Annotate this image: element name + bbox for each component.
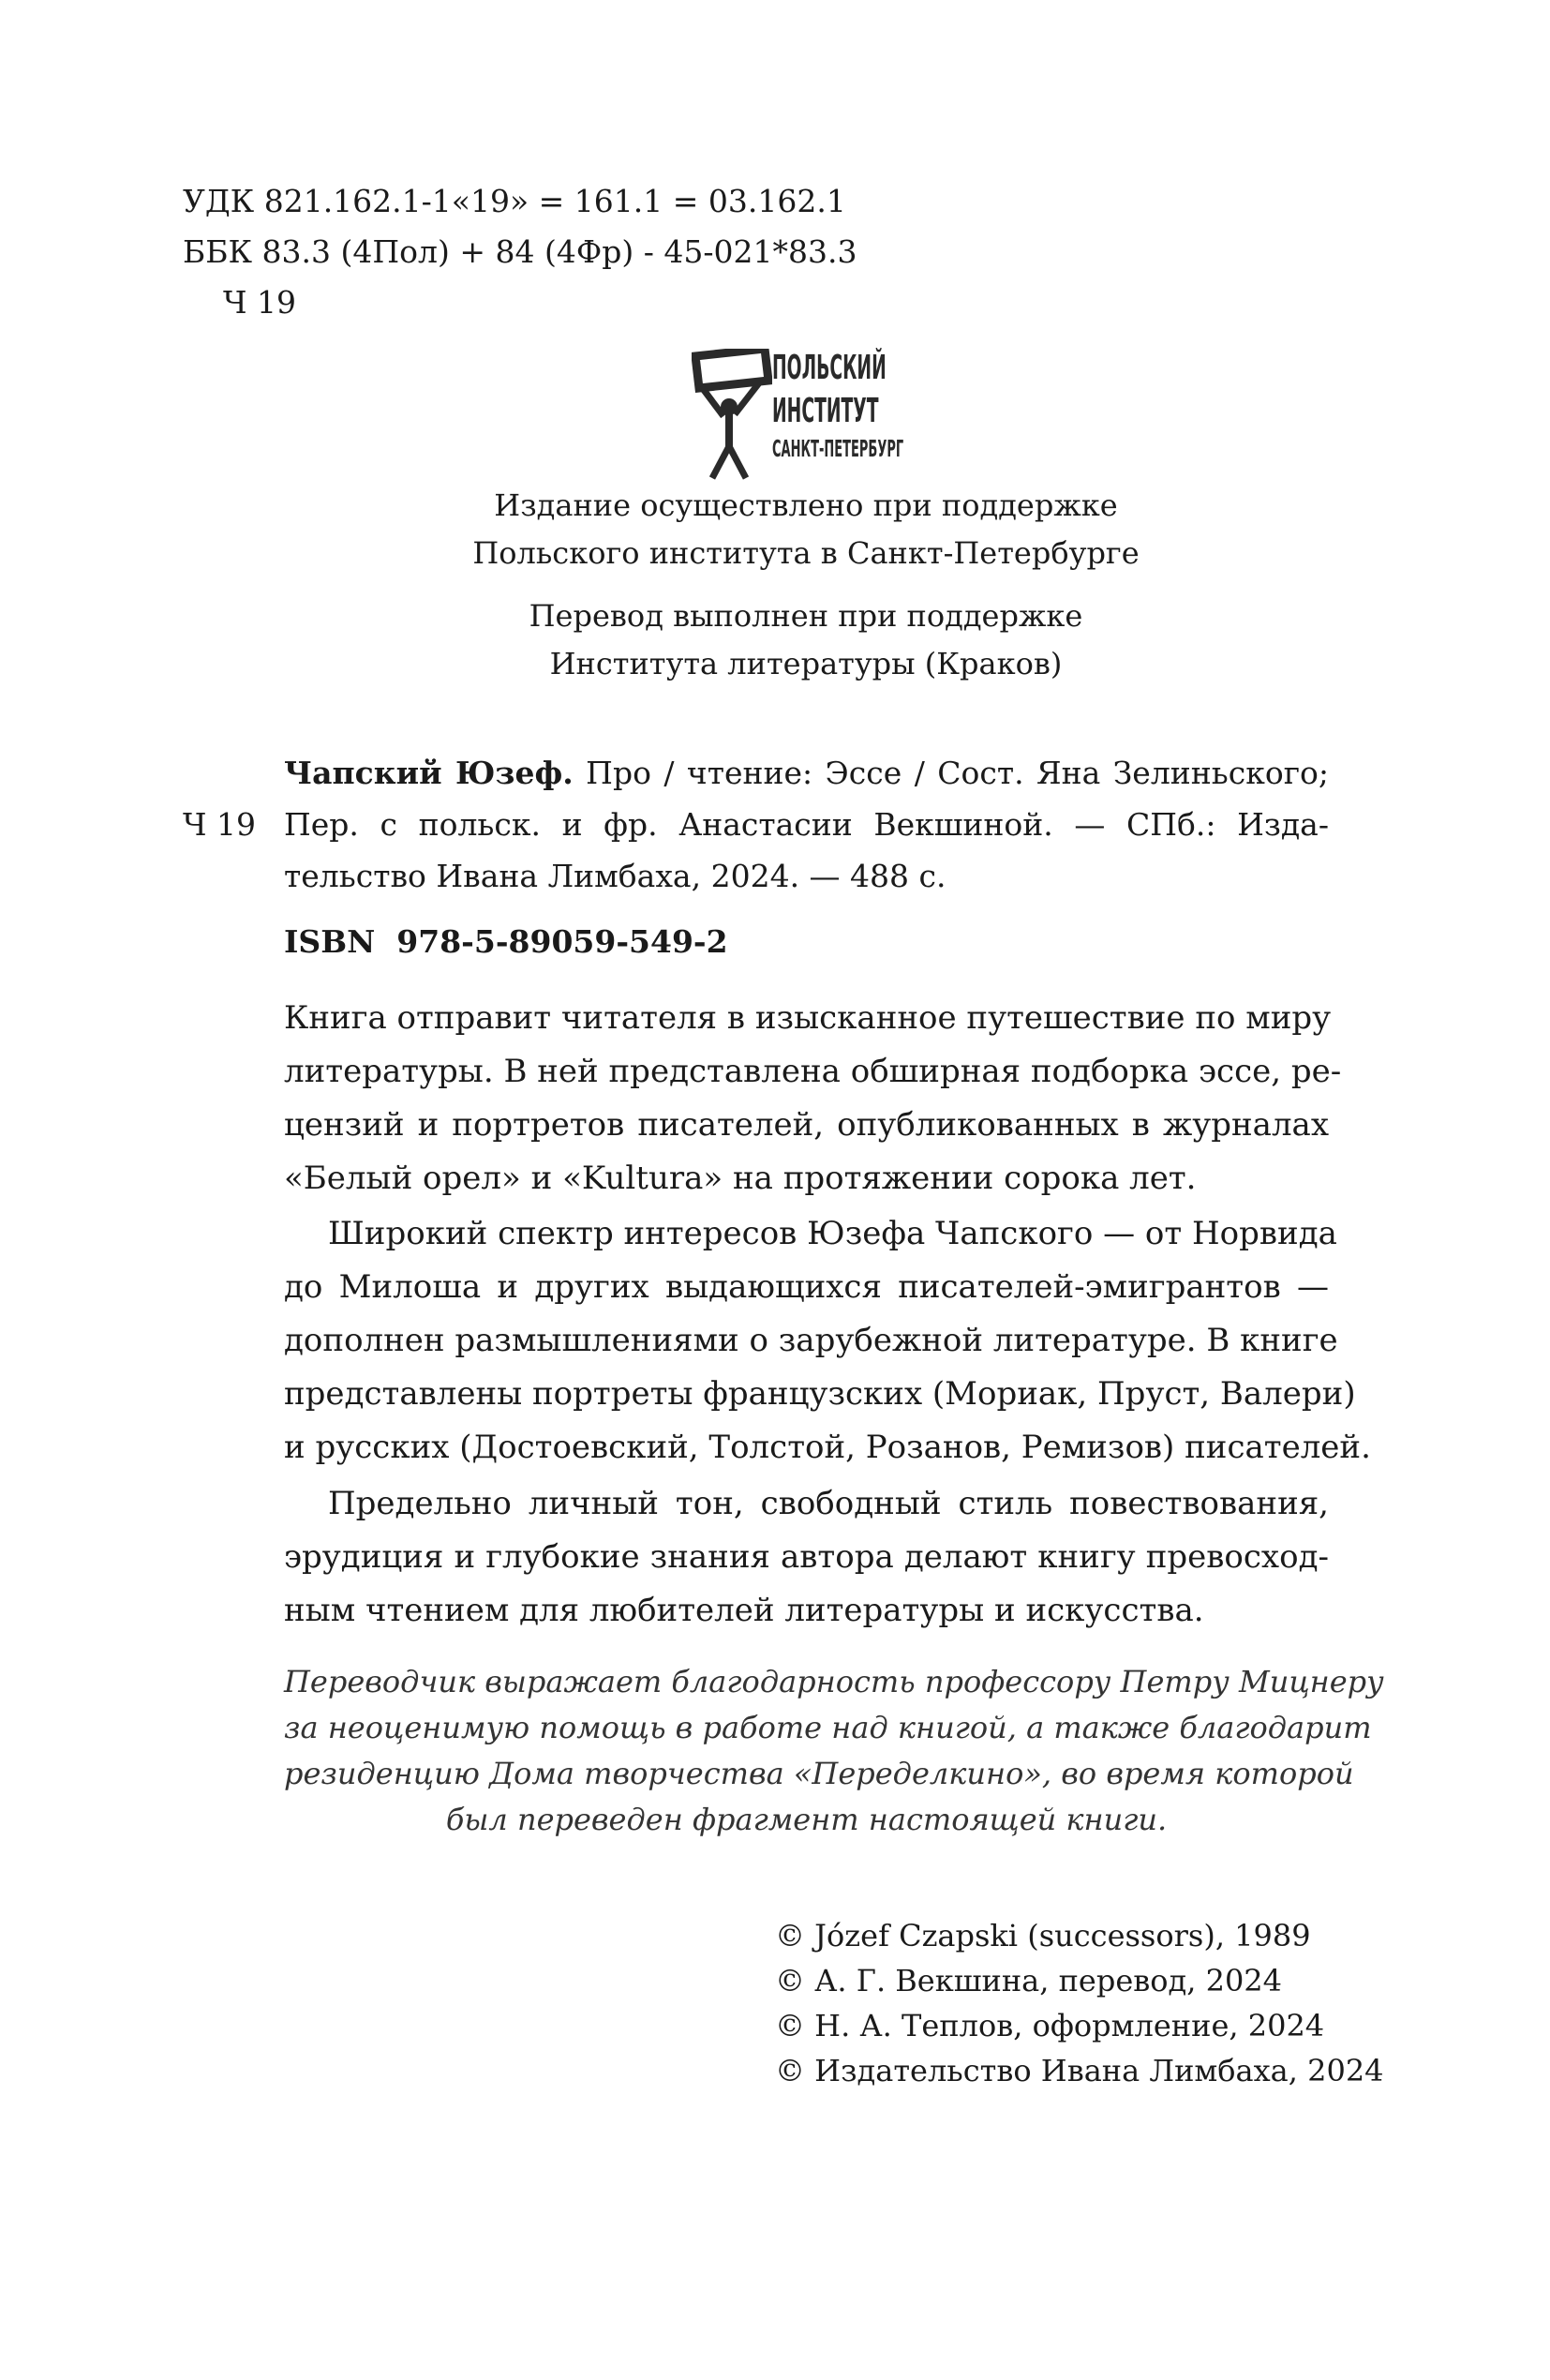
translation-support-line-2: Института литературы (Краков) — [549, 646, 1063, 681]
bbk-line: ББК 83.3 (4Пол) + 84 (4Фр) - 45-021*83.3 — [183, 233, 857, 270]
translator-acknowledgment — [284, 1659, 1384, 1843]
annotation-paragraph-2 — [284, 1207, 1371, 1474]
biblio-title: Про / чтение: Эссе / Сост. Яна Зелиньского; — [573, 755, 1329, 791]
annotation-line: Широкий спектр интересов Юзефа Чапского — от Норвида — [328, 1215, 1337, 1252]
annotation-line: ным чтением для любителей литературы и искусства. — [284, 1592, 1204, 1629]
isbn: ISBN 978-5-89059-549-2 — [284, 923, 728, 960]
logo-text-line1: ПОЛЬСКИЙ — [772, 349, 887, 387]
biblio-code: Ч 19 — [183, 806, 256, 843]
biblio-line-2: Пер. с польск. и фр. Анастасии Векшиной. — СПб.: Изда- — [284, 806, 1329, 843]
acknowledgment-line: был переведен фрагмент настоящей книги. — [445, 1802, 1168, 1837]
udk-line: УДК 821.162.1-1«19» = 161.1 = 03.162.1 — [183, 183, 846, 219]
biblio-line-3: тельство Ивана Лимбаха, 2024. — 488 с. — [284, 858, 946, 894]
annotation-line: эрудиция и глубокие знания автора делают книгу превосход- — [284, 1538, 1329, 1576]
acknowledgment-line: Переводчик выражает благодарность профессору Петру Мицнеру — [284, 1664, 1384, 1699]
bibliographic-description — [284, 747, 1329, 902]
acknowledgment-line: за неоценимую помощь в работе над книгой, а также благодарит — [284, 1710, 1372, 1745]
annotation-line: литературы. В ней представлена обширная подборка эссе, ре- — [284, 1053, 1342, 1090]
annotation-paragraph-1 — [284, 992, 1342, 1205]
annotation-line: цензий и портретов писателей, опубликованных в журналах — [284, 1106, 1329, 1144]
polish-institute-logo — [692, 349, 935, 482]
publication-support — [281, 482, 1331, 577]
annotation-line: Предельно личный тон, свободный стиль повествования, — [328, 1485, 1329, 1522]
logo-text-line3: САНКТ-ПЕТЕРБУРГ — [772, 435, 904, 462]
copyright-block — [775, 1913, 1384, 2093]
copyright-line: © Н. А. Теплов, оформление, 2024 — [775, 2008, 1325, 2043]
copyright-line: © Józef Czapski (successors), 1989 — [775, 1918, 1311, 1953]
annotation-line: Книга отправит читателя в изысканное путешествие по миру — [284, 999, 1332, 1037]
translation-support — [281, 592, 1331, 688]
translation-support-line-1: Перевод выполнен при поддержке — [529, 598, 1083, 634]
author-name: Чапский Юзеф. — [284, 755, 574, 791]
acknowledgment-line: резиденцию Дома творчества «Переделкино», во время которой — [284, 1756, 1354, 1791]
support-line-2: Польского института в Санкт-Петербурге — [472, 535, 1140, 571]
support-line-1: Издание осуществлено при поддержке — [494, 487, 1118, 523]
copyright-line: © А. Г. Векшина, перевод, 2024 — [775, 1963, 1283, 1998]
copyright-line: © Издательство Ивана Лимбаха, 2024 — [775, 2053, 1384, 2088]
annotation-line: представлены портреты французских (Мориак, Пруст, Валери) — [284, 1375, 1356, 1413]
polish-institute-figure-icon — [692, 349, 772, 482]
logo-text-line2: ИНСТИТУТ — [772, 392, 879, 430]
biblio-line-1 — [284, 747, 1329, 799]
annotation-paragraph-3 — [284, 1477, 1329, 1638]
author-sign-code: Ч 19 — [223, 284, 296, 321]
annotation-line: дополнен размышлениями о зарубежной литературе. В книге — [284, 1322, 1338, 1359]
annotation-line: и русских (Достоевский, Толстой, Розанов, Ремизов) писателей. — [284, 1429, 1371, 1466]
annotation-line: до Милоша и других выдающихся писателей-эмигрантов — — [284, 1268, 1329, 1306]
annotation-line: «Белый орел» и «Kultura» на протяжении сорока лет. — [284, 1160, 1197, 1197]
